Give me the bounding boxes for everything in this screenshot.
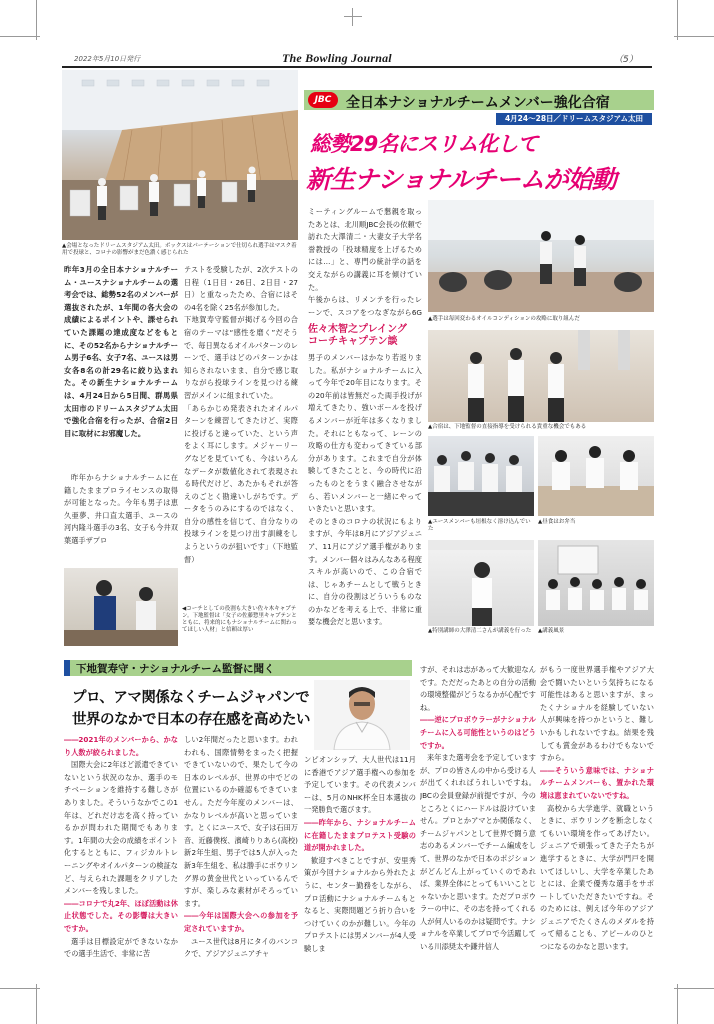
caption-seminar: ▲講義風景 [538, 628, 565, 634]
interview-a2b: しい2年間だったと思います。われわれも、国際情勢をまったく把握できていないので、果たして今の日本のレベルが、世界の中でどの位置にいるのか確認もできていません。ただ今年度のメンバーは、かなりレベルが高いと思っています。とくにユースで、女子は石田万音、近藤僕桜、濱崎りりあら(高校)新2年生組、男子では5人が入った新3年生組を、私は勝手にボウリング界の黄金世代といっているんですが、楽しみな素材がそろっています。 [184, 735, 298, 908]
interview-column-5 [540, 664, 654, 994]
headline-line-2: 新生ナショナルチームが始動 [306, 165, 616, 194]
caption-hall: ▲会場となったドリームスタジアム太田。ボックスはパーテーションで仕切られ選手はマスク着用で投球と、コロナの影響がまだ色濃く感じられた [62, 243, 297, 256]
caption-lecture: ▲特別講師の大澤清二さんが講義を行った [428, 628, 532, 634]
photo-oil-condition [428, 200, 654, 312]
issue-date: 2022年5月10日発行 [74, 55, 141, 63]
article-column-3: ミーティングルームで懇親を取ったあとは、北川順JBC会長の依頼で訪れた大澤清二・大妻女子大学名誉教授の「投球精度を上げるためには…」と、専門の統計学の話を交えながらの講義に耳を傾けていた。 午後からは、リメンテを行ったレーンで、スコアをつなぎながら6G [308, 207, 422, 317]
interview-band-title: 下地賀寿守・ナショナルチーム監督に聞く [76, 663, 275, 675]
interview-a2: 選手は目標設定ができないなかでの選手生活で、非常に苦 [64, 936, 178, 959]
photo-sasaki-coach [64, 568, 178, 646]
article-column-1: 昨年からナショナルチームに在籍したままプロライセンスの取得が可能となった。今年も男子は恵久亜夢、井口直太選手、ユースの河内隆斗選手の3名、女子も今井双葉選手ザプロ [64, 473, 178, 545]
interview-a3b: ンピオンシップ、大人世代は11月に香港でアジア選手権への参加を予定しています。その代表メンバーは、5月のNHK杯全日本選抜の一発勝負で選びます。 [304, 755, 416, 815]
interview-column-1 [64, 734, 178, 994]
interview-q6: ――そういう意味では、ナショナルチームメンバーも、置かれた環境は恵まれていないですね。 [540, 765, 654, 800]
headline-line-1: 総勢29名にスリム化して [310, 132, 538, 156]
photo-coach-group [428, 330, 654, 422]
caption-oil: ▲選手は毎回変わるオイルコンディションの攻略に取り組んだ [428, 316, 580, 322]
sasaki-subheading: 佐々木智之プレイング コーチキャプテン談 [308, 324, 407, 347]
interview-column-3 [304, 754, 416, 994]
photo-bowling-hall [62, 70, 298, 240]
interview-a5: 来年また選考会を予定していますが、プロの皆さんの中から受ける人が出てくれればうれしいですね。JBCの会員登録が前提ですが、今のところとくにハードルは設けていません。プロとかアマとか関係なく、チームジャパンとして世界で闘う意志のあるメンバーでチーム編成をして、世界のなかで日本のポジションがどんどん上がっていくのであれば、業界全体にとってもいいことじゃないかと思います。ただプロボウラーの中に、その志を持ってくれる人が何人いるのかは疑問です。ナショナルを卒業してプロで今活躍している川添奨太や鎌井信人 [420, 753, 536, 952]
interview-a4b: すが、それは志があって大歓迎なんです。ただだったあとの自分の活動の環境整備がどうなるかが心配ですね。 [420, 665, 536, 712]
interview-column-2 [184, 734, 298, 994]
interview-a3: ユース世代は8月にタイのバンコクで、アジアジュニアチャ [184, 936, 298, 959]
article-lead: 昨年3月の全日本ナショナルチーム・ユースナショナルチームの選考会では、総勢52名のメンバーが選抜されたが、1年間の各大会の成績によるポイントや、課せられていた課題の達成度などをもとに、その52名からナショナルチーム男子6名、女子7名、ユースは男女各8名の計29名に絞り込まれた。その新生ナショナルチームは、4月24日から5日間、群馬県太田市のドリームスタジアム太田で強化合宿を行ったが、合宿2日目に取材にお邪魔した。 [64, 265, 178, 438]
article-band-title: 全日本ナショナルチームメンバー強化合宿 [346, 95, 610, 111]
photo-seminar [538, 540, 654, 626]
photo-lecturer [428, 540, 534, 626]
caption-youth: ▲ユースメンバーも垣根なく溶け込んでいた [428, 519, 531, 532]
article-column-2: テストを受験したが、2次テストの日程（1日目・26日、2日目・27日）と重なったため、合宿にはその4名を除く25名が参加した。 下地賀寿守監督が掲げる今回の合宿のテーマは“感性を磨く”だそうで、毎日異なるオイルパターンのレーンで、選手はどのパターンかは知らされないまま、自分で感じ取りながら投球ラインを見つける練習がメインに組まれていた。 「あらかじめ発表されたオイルパターンを練習してきたけど、実際に投げると違っていた、という声をよく耳にします。メジャーリーグなどを見ていても、今はいろんなデータが数値化されて表現される時代だけど、あたかもそれが答えのごとく勘違いしがちです。データをうのみにするのではなく、自分の感性を信じて、自分なりの投球ラインを見つけ出す訓練をしようというのが狙いです」（下地監督） [184, 265, 298, 564]
caption-sasaki: ◀コーチとしての役割も大きい佐々木キャプテン。下地監督は「女子の佐藤惣里キャプテンとともに、将来的にもナショナルチームに関わってほしい人材」と信頼は厚い [182, 606, 297, 633]
page-number: （5） [614, 55, 638, 65]
interview-a4: 歓迎すべきことですが、安里秀策が今回ナショナルから外れたように、センター勤務をしながら、プロ活動にナショナルチームもとなると、実際問題どう折り合いをつけていくのかが難しい。今年のプロテストには男メンバーが4人受験しま [304, 855, 416, 953]
photo-lunch [538, 436, 654, 516]
article-column-4: 男子のメンバーはかなり若返りました。私がナショナルチームに入って今年で20年目になります。その20年前は皆無だった両手投げが増えてきたり、強いボールを投げるメンバーが近年は多くなりました。それにともなって、レーンの攻略の仕方も変わってきている部分があります。これまで自分が体験してきたことと、今の時代に沿ったものとをうまく融合させながら、若いメンバーと一緒にやっていきたいと思います。 そのときのコロナの状況にもよりますが、今年は8月にアジアジュニア、11月にアジア選手権があります。メンバー個々はみんなある程度スキルが高いので、この合宿では、じゃあチームとして戦うときに、自分の役割はどういうものなのかなどを考える上で、非常に重要な機会だと思います。 [308, 353, 422, 627]
interview-q1: ――2021年のメンバーから、かなり人数が絞られました。 [64, 735, 178, 757]
interview-a6: 高校から大学進学、就職というときに、ボウリングを断念しなくてもいい環境を作ってあげたい。ジュニアで頑張ってきた子たちが進学するときに、大学が門戸を開いてほしいし、大学を卒業したあとには、企業で優秀な選手をサポートしていただきたいですね。そのためには、例えば今年のアジアジュニアでたくさんのメダルを持って帰ることも、アピールのひとつになるのかなと思います。 [540, 803, 654, 952]
interview-q3: ――今年は国際大会への参加を予定されていますか。 [184, 911, 298, 933]
interview-a1: 国際大会に2年ほど派遣できていないという状況のなか、選手のモチベーションを維持する難しさがありました。そういうなかでこの1年は、どれだけ志を高く持っているかが問われた期間でもあります。1年間の大会の成績をポイント化するとともに、フィジカルトレーニングやオイルパターンの検証など、与えられた課題をクリアしたメンバーを残しました。 [64, 760, 178, 896]
interview-a5b: がもう一度世界選手権やアジア大会で闘いたいという気持ちになる可能性はあると思いますが、まったくナショナルを経験していない人が興味を持つかというと、難しいかもしれないですね。結果を残しても賞金があるわけでもないですから。 [540, 665, 654, 763]
publication-title: The Bowling Journal [282, 51, 392, 65]
caption-coach-group: ▲合宿は、下地監督の直接指導を受けられる貴重な機会でもある [428, 424, 587, 430]
date-venue-badge: 4月24～28日／ドリームスタジアム太田 [496, 113, 652, 125]
interview-column-4 [420, 664, 536, 994]
interview-q4: ――昨年から、ナショナルチームに在籍したままプロテスト受験の道が開かれました。 [304, 817, 416, 853]
photo-youth-members [428, 436, 534, 516]
caption-lunch: ▲昼食はお弁当 [538, 519, 576, 525]
photo-shimoji-portrait [314, 680, 410, 750]
header-rule [62, 66, 652, 68]
interview-q5: ――逆にプロボウラーがナショナルチームに入る可能性というのはどうですか。 [420, 715, 536, 750]
interview-q2: ――コロナで丸2年、ほぼ活動は休止状態でした。その影響は大きいですか。 [64, 898, 178, 933]
interview-title-1: プロ、アマ関係なくチームジャパンで [72, 690, 310, 706]
interview-title-2: 世界のなかで日本の存在感を高めたい [72, 712, 310, 728]
jbc-logo: JBC [308, 92, 338, 108]
